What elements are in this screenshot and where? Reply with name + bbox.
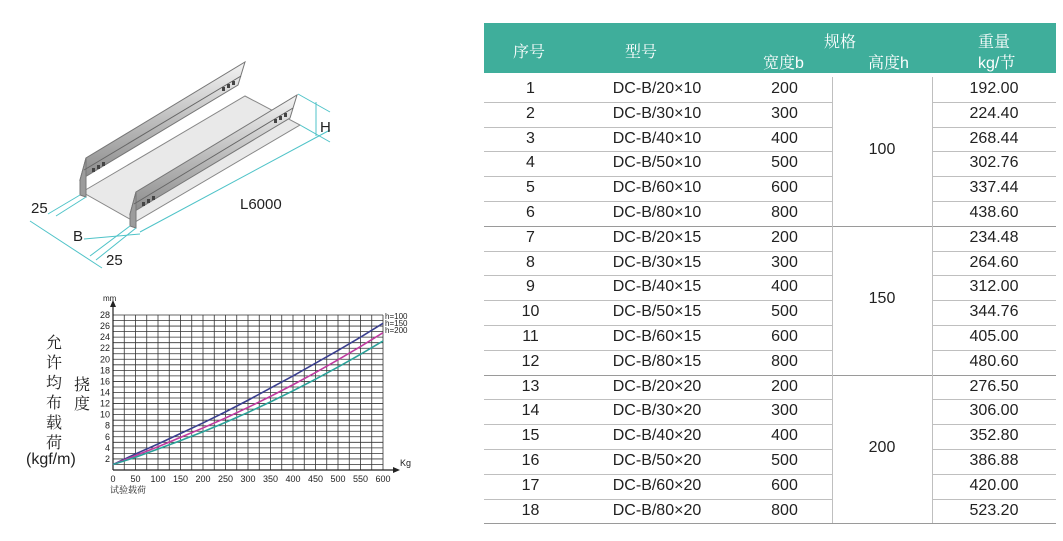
cell-width: 800 — [771, 204, 798, 221]
x-unit-label: Kg — [400, 458, 412, 468]
cell-model: DC-B/60×10 — [612, 179, 702, 197]
y-tick-label: 24 — [99, 332, 110, 343]
ylabel-char: 载 — [46, 415, 63, 432]
cell-no: 13 — [521, 377, 540, 395]
ylabel-char: 挠 — [74, 377, 91, 394]
ylabel-char: (kgf/m) — [26, 451, 76, 468]
x-tick-label: 200 — [195, 474, 211, 484]
cell-weight: 306.00 — [969, 402, 1019, 420]
cell-width: 200 — [771, 377, 798, 395]
deflection-chart — [0, 290, 420, 520]
table-row — [484, 151, 1056, 176]
table-row — [484, 424, 1056, 449]
cell-width: 800 — [771, 501, 798, 519]
cell-model: DC-B/50×20 — [612, 452, 702, 469]
cell-model: DC-B/40×15 — [612, 278, 702, 296]
y-tick-label: 26 — [99, 321, 110, 332]
x-tick-label: 550 — [352, 474, 369, 484]
cell-model: DC-B/80×20 — [612, 501, 702, 519]
cell-model: DC-B/30×20 — [612, 402, 702, 420]
x-tick-label: 150 — [172, 474, 189, 484]
cell-width: 500 — [771, 452, 798, 469]
cell-model: DC-B/40×20 — [612, 427, 702, 445]
cell-width: 600 — [771, 328, 798, 345]
cell-weight: 268.44 — [969, 129, 1019, 147]
x-tick-label: 300 — [240, 474, 256, 484]
y-tick-label: 18 — [99, 365, 110, 376]
x-tick-label: 500 — [330, 474, 346, 484]
table-row — [484, 300, 1056, 325]
dim-left-top: 25 — [31, 200, 48, 217]
y-tick-label: 2 — [104, 453, 110, 464]
column-divider — [932, 77, 933, 523]
x-tick-label: 400 — [285, 474, 301, 484]
table-row — [484, 449, 1056, 474]
header-model: 型号 — [625, 44, 658, 61]
cell-weight: 352.80 — [969, 427, 1019, 445]
cell-model: DC-B/50×15 — [612, 303, 702, 321]
cell-no: 3 — [526, 129, 535, 147]
cell-no: 12 — [521, 352, 540, 370]
cell-no: 14 — [521, 402, 540, 420]
cell-weight: 523.20 — [969, 501, 1019, 519]
x-tick-label: 50 — [130, 474, 141, 484]
cell-width: 300 — [771, 104, 798, 122]
y-tick-label: 10 — [99, 409, 110, 420]
cell-no: 17 — [521, 476, 540, 494]
table-row — [484, 474, 1056, 499]
legend-label: h=200 — [385, 326, 408, 335]
cell-model: DC-B/20×10 — [612, 80, 702, 97]
dim-width: B — [73, 228, 84, 245]
table-row — [484, 226, 1056, 251]
cell-width: 600 — [771, 476, 798, 494]
column-divider — [832, 77, 833, 523]
table-row — [484, 325, 1056, 350]
cell-no: 15 — [521, 427, 540, 445]
dim-height: H — [320, 119, 331, 136]
cell-weight: 234.48 — [969, 228, 1019, 246]
header-no: 序号 — [513, 44, 546, 61]
cell-weight: 386.88 — [969, 452, 1019, 469]
x-tick-label: 350 — [262, 474, 279, 484]
cell-weight: 276.50 — [969, 377, 1019, 395]
group-divider — [484, 226, 1056, 227]
cell-model: DC-B/30×15 — [612, 253, 702, 271]
cell-model: DC-B/20×20 — [612, 377, 702, 395]
cell-width: 800 — [771, 352, 798, 370]
table-header — [484, 23, 1056, 73]
cell-width: 400 — [771, 278, 798, 296]
chart-plot — [0, 290, 420, 520]
y-tick-label: 28 — [99, 310, 110, 320]
cell-no: 18 — [521, 501, 540, 519]
cell-no: 10 — [521, 303, 540, 321]
y-tick-label: 20 — [99, 354, 110, 365]
cell-model: DC-B/20×15 — [612, 228, 702, 246]
x-tick-label: 450 — [307, 474, 324, 484]
cell-width: 500 — [771, 303, 798, 321]
cell-weight: 192.00 — [969, 80, 1019, 97]
ylabel-char: 度 — [74, 396, 91, 413]
legend-label: h=100 — [385, 312, 408, 321]
group-divider — [484, 375, 1056, 376]
ylabel-char: 许 — [46, 355, 63, 372]
ylabel-char: 允 — [46, 335, 63, 352]
cell-model: DC-B/30×10 — [612, 104, 702, 122]
cell-width: 200 — [771, 228, 798, 246]
height-group-value: 150 — [868, 290, 896, 308]
table-row — [484, 399, 1056, 424]
cell-no: 5 — [526, 179, 535, 197]
table-row — [484, 251, 1056, 276]
cell-weight: 224.40 — [969, 104, 1019, 122]
cell-no: 8 — [526, 253, 535, 271]
cell-width: 400 — [771, 129, 798, 147]
cell-width: 600 — [771, 179, 798, 197]
y-tick-label: 8 — [104, 420, 110, 431]
x-axis-title: 试验载荷 — [110, 485, 147, 495]
table-row — [484, 350, 1056, 375]
cell-model: DC-B/40×10 — [612, 129, 702, 147]
legend-label: h=150 — [385, 319, 408, 328]
y-tick-label: 16 — [99, 376, 110, 387]
cell-weight: 405.00 — [969, 328, 1019, 345]
cell-model: DC-B/80×10 — [612, 204, 702, 221]
cell-no: 7 — [526, 228, 535, 246]
cell-model: DC-B/60×15 — [612, 328, 702, 345]
ylabel-char: 均 — [46, 375, 63, 392]
table-row — [484, 127, 1056, 152]
cell-no: 9 — [526, 278, 535, 296]
y-tick-label: 14 — [99, 387, 110, 398]
y-tick-label: 6 — [104, 431, 110, 442]
header-weight: 重量 — [978, 34, 1011, 51]
cell-no: 4 — [526, 154, 535, 172]
table-row — [484, 77, 1056, 102]
cell-no: 6 — [526, 204, 535, 221]
ylabel-char: 布 — [46, 395, 63, 412]
cell-weight: 312.00 — [969, 278, 1019, 296]
y-tick-label: 12 — [99, 398, 110, 409]
cell-width: 500 — [771, 154, 798, 172]
cell-weight: 420.00 — [969, 476, 1019, 494]
cell-width: 200 — [771, 80, 798, 97]
header-width: 宽度b — [763, 55, 804, 72]
header-spec: 规格 — [824, 34, 857, 51]
cell-weight: 344.76 — [969, 303, 1019, 321]
cable-tray-drawing — [0, 0, 400, 290]
spec-table — [484, 23, 1056, 523]
dim-length: L6000 — [240, 196, 282, 213]
table-row — [484, 375, 1056, 400]
table-row — [484, 102, 1056, 127]
cell-no: 2 — [526, 104, 535, 122]
table-row — [484, 275, 1056, 300]
cell-weight: 438.60 — [969, 204, 1019, 221]
cable-tray-diagram — [0, 0, 400, 290]
y-unit-label: mm — [103, 294, 117, 303]
x-axis-arrow — [393, 467, 400, 473]
x-tick-label: 600 — [375, 474, 391, 484]
table-row — [484, 499, 1056, 524]
height-group-value: 100 — [868, 141, 896, 159]
cell-width: 300 — [771, 402, 798, 420]
y-tick-label: 22 — [99, 343, 110, 354]
table-row — [484, 176, 1056, 201]
cell-model: DC-B/60×20 — [612, 476, 702, 494]
cell-weight: 302.76 — [969, 154, 1019, 172]
group-divider — [484, 523, 1056, 524]
cell-weight: 337.44 — [969, 179, 1019, 197]
cell-no: 11 — [522, 328, 539, 345]
table-row — [484, 201, 1056, 226]
cell-width: 300 — [771, 253, 798, 271]
height-group-value: 200 — [868, 439, 896, 456]
cell-weight: 480.60 — [969, 352, 1019, 370]
x-tick-label: 0 — [110, 474, 116, 484]
x-tick-label: 250 — [217, 474, 234, 484]
ylabel-char: 荷 — [46, 435, 63, 452]
header-weight-unit: kg/节 — [978, 55, 1016, 72]
header-height: 高度h — [868, 55, 909, 72]
cell-weight: 264.60 — [969, 253, 1019, 271]
x-tick-label: 100 — [150, 474, 166, 484]
cell-no: 16 — [521, 452, 540, 469]
cell-width: 400 — [771, 427, 798, 445]
y-tick-label: 4 — [104, 442, 110, 453]
dim-left-bottom: 25 — [106, 252, 123, 269]
cell-no: 1 — [526, 80, 535, 97]
cell-model: DC-B/80×15 — [612, 352, 702, 370]
cell-model: DC-B/50×10 — [612, 154, 702, 172]
